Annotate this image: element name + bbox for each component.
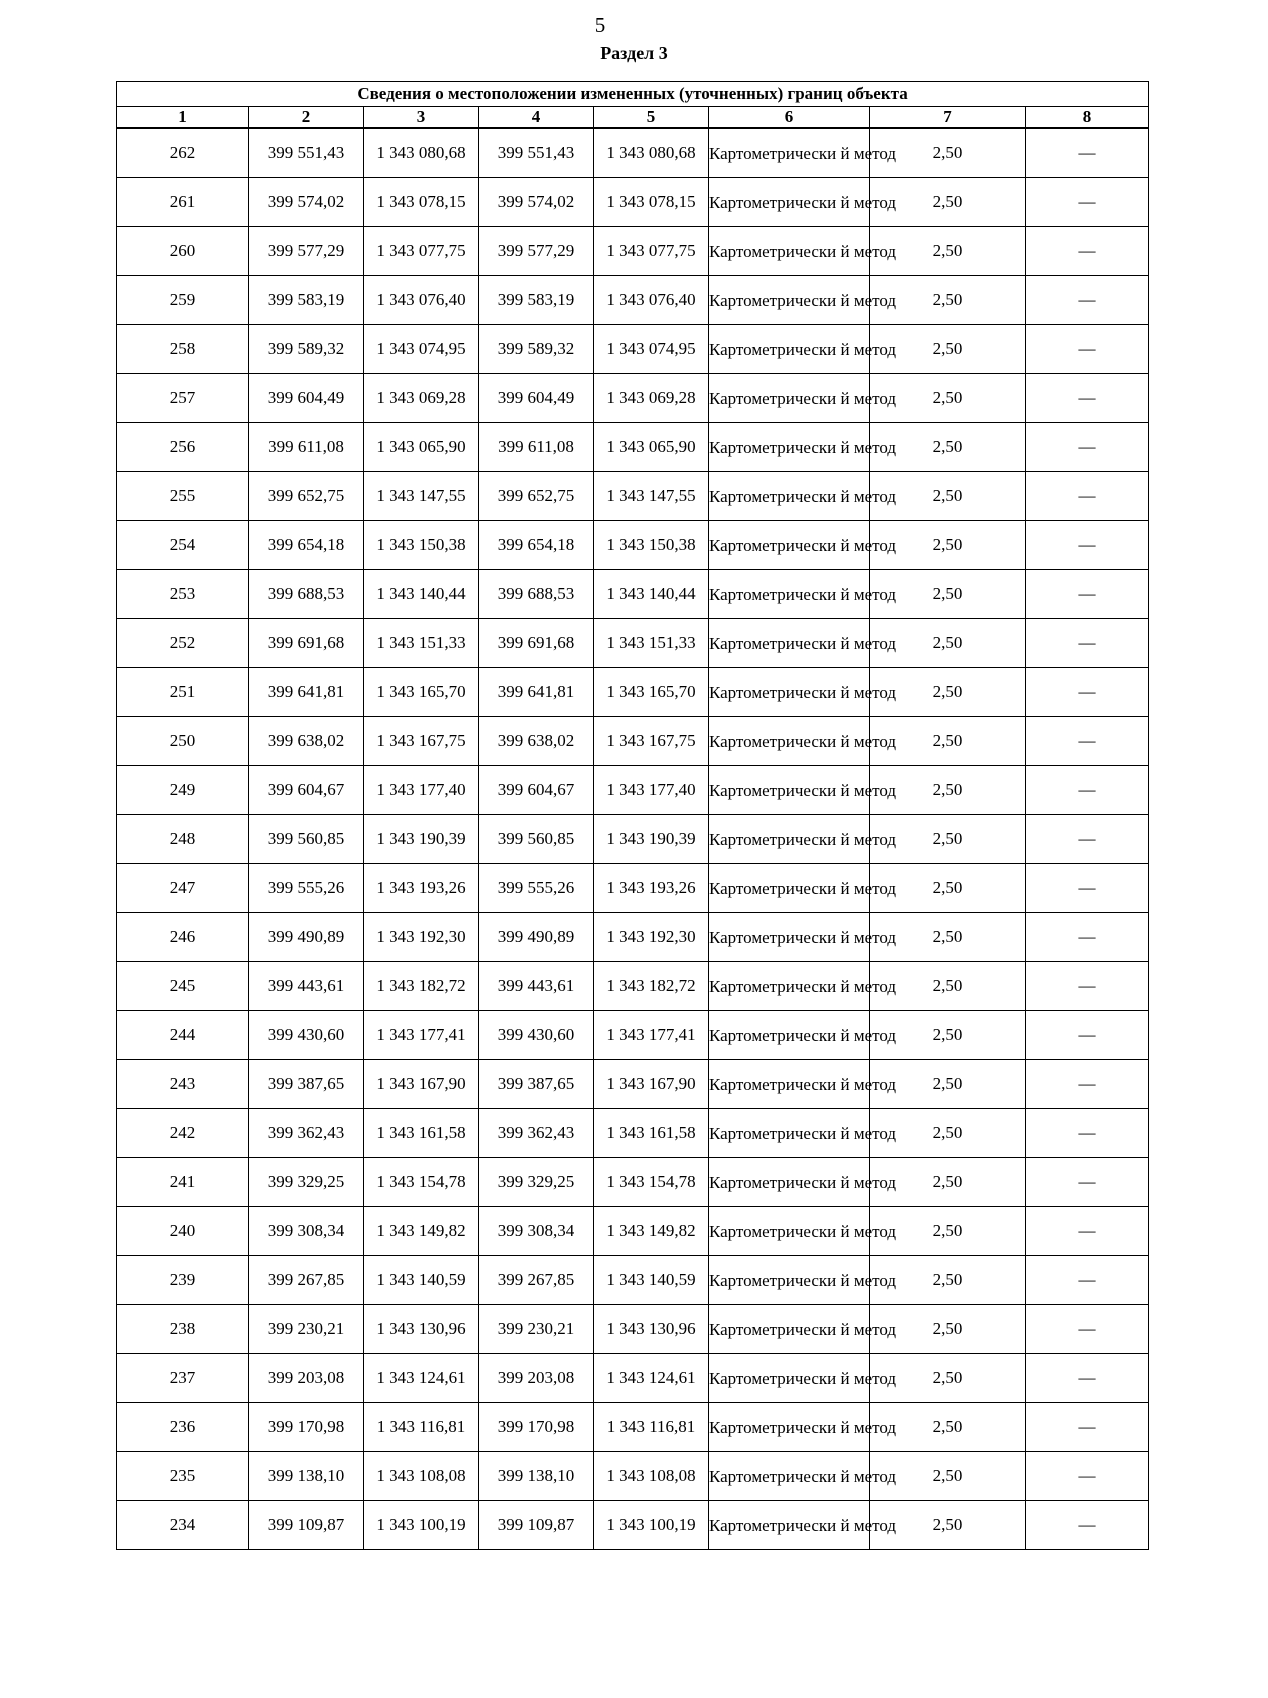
cell-coord-x-existing: 399 638,02 <box>249 717 364 766</box>
cell-coord-y-new: 1 343 150,38 <box>594 521 709 570</box>
cell-accuracy: 2,50 <box>870 1109 1026 1158</box>
coordinates-table <box>116 81 1149 1550</box>
cell-accuracy: 2,50 <box>870 1011 1026 1060</box>
table-caption-row <box>117 82 1149 107</box>
cell-accuracy: 2,50 <box>870 1256 1026 1305</box>
cell-coord-y-existing: 1 343 149,82 <box>364 1207 479 1256</box>
cell-method: Картометрически й метод <box>709 1305 870 1354</box>
cell-coord-x-new: 399 443,61 <box>479 962 594 1011</box>
cell-method: Картометрически й метод <box>709 1060 870 1109</box>
cell-coord-x-existing: 399 230,21 <box>249 1305 364 1354</box>
cell-coord-y-existing: 1 343 130,96 <box>364 1305 479 1354</box>
cell-coord-x-existing: 399 560,85 <box>249 815 364 864</box>
table-row <box>117 619 1149 668</box>
cell-coord-y-new: 1 343 116,81 <box>594 1403 709 1452</box>
cell-coord-x-new: 399 641,81 <box>479 668 594 717</box>
cell-note: — <box>1026 1501 1149 1550</box>
cell-note: — <box>1026 1158 1149 1207</box>
cell-point-number: 251 <box>117 668 249 717</box>
cell-coord-y-new: 1 343 193,26 <box>594 864 709 913</box>
cell-coord-y-new: 1 343 076,40 <box>594 276 709 325</box>
cell-point-number: 246 <box>117 913 249 962</box>
cell-note: — <box>1026 423 1149 472</box>
cell-coord-x-new: 399 604,49 <box>479 374 594 423</box>
cell-note: — <box>1026 1452 1149 1501</box>
cell-coord-y-existing: 1 343 078,15 <box>364 178 479 227</box>
cell-method: Картометрически й метод <box>709 325 870 374</box>
table-row <box>117 128 1149 178</box>
cell-method: Картометрически й метод <box>709 276 870 325</box>
cell-coord-x-existing: 399 555,26 <box>249 864 364 913</box>
table-header-row <box>117 107 1149 129</box>
cell-note: — <box>1026 668 1149 717</box>
cell-coord-x-new: 399 574,02 <box>479 178 594 227</box>
cell-coord-x-existing: 399 308,34 <box>249 1207 364 1256</box>
cell-point-number: 238 <box>117 1305 249 1354</box>
cell-coord-x-existing: 399 604,49 <box>249 374 364 423</box>
cell-coord-x-new: 399 109,87 <box>479 1501 594 1550</box>
cell-point-number: 262 <box>117 128 249 178</box>
cell-coord-x-existing: 399 138,10 <box>249 1452 364 1501</box>
cell-note: — <box>1026 325 1149 374</box>
cell-point-number: 244 <box>117 1011 249 1060</box>
table-row <box>117 570 1149 619</box>
cell-method: Картометрически й метод <box>709 1011 870 1060</box>
table-row <box>117 717 1149 766</box>
cell-coord-y-existing: 1 343 150,38 <box>364 521 479 570</box>
cell-accuracy: 2,50 <box>870 1158 1026 1207</box>
cell-coord-y-existing: 1 343 193,26 <box>364 864 479 913</box>
cell-coord-y-existing: 1 343 165,70 <box>364 668 479 717</box>
cell-coord-y-existing: 1 343 100,19 <box>364 1501 479 1550</box>
cell-point-number: 235 <box>117 1452 249 1501</box>
cell-note: — <box>1026 766 1149 815</box>
cell-coord-x-existing: 399 170,98 <box>249 1403 364 1452</box>
cell-note: — <box>1026 913 1149 962</box>
cell-point-number: 240 <box>117 1207 249 1256</box>
cell-note: — <box>1026 374 1149 423</box>
cell-coord-x-new: 399 688,53 <box>479 570 594 619</box>
cell-point-number: 258 <box>117 325 249 374</box>
cell-coord-y-new: 1 343 154,78 <box>594 1158 709 1207</box>
column-header: 3 <box>364 107 479 129</box>
table-row <box>117 1256 1149 1305</box>
cell-point-number: 257 <box>117 374 249 423</box>
cell-point-number: 255 <box>117 472 249 521</box>
cell-coord-x-new: 399 654,18 <box>479 521 594 570</box>
cell-coord-y-new: 1 343 161,58 <box>594 1109 709 1158</box>
table-row <box>117 1011 1149 1060</box>
cell-coord-x-existing: 399 652,75 <box>249 472 364 521</box>
cell-coord-x-new: 399 577,29 <box>479 227 594 276</box>
cell-coord-x-new: 399 362,43 <box>479 1109 594 1158</box>
cell-accuracy: 2,50 <box>870 1305 1026 1354</box>
cell-coord-y-existing: 1 343 147,55 <box>364 472 479 521</box>
cell-coord-x-existing: 399 604,67 <box>249 766 364 815</box>
table-row <box>117 423 1149 472</box>
cell-coord-y-existing: 1 343 124,61 <box>364 1354 479 1403</box>
cell-coord-y-new: 1 343 151,33 <box>594 619 709 668</box>
cell-point-number: 249 <box>117 766 249 815</box>
cell-note: — <box>1026 1011 1149 1060</box>
table-row <box>117 1501 1149 1550</box>
table-row <box>117 374 1149 423</box>
table-row <box>117 1452 1149 1501</box>
cell-method: Картометрически й метод <box>709 178 870 227</box>
cell-coord-y-new: 1 343 190,39 <box>594 815 709 864</box>
table-row <box>117 1305 1149 1354</box>
cell-accuracy: 2,50 <box>870 178 1026 227</box>
table-row <box>117 766 1149 815</box>
cell-coord-y-new: 1 343 069,28 <box>594 374 709 423</box>
cell-coord-y-existing: 1 343 151,33 <box>364 619 479 668</box>
cell-method: Картометрически й метод <box>709 227 870 276</box>
cell-point-number: 261 <box>117 178 249 227</box>
cell-coord-y-existing: 1 343 190,39 <box>364 815 479 864</box>
cell-point-number: 241 <box>117 1158 249 1207</box>
table-row <box>117 1207 1149 1256</box>
cell-coord-y-new: 1 343 080,68 <box>594 128 709 178</box>
cell-method: Картометрически й метод <box>709 1109 870 1158</box>
cell-coord-y-new: 1 343 149,82 <box>594 1207 709 1256</box>
cell-coord-y-existing: 1 343 069,28 <box>364 374 479 423</box>
table-row <box>117 1158 1149 1207</box>
column-header: 5 <box>594 107 709 129</box>
cell-point-number: 245 <box>117 962 249 1011</box>
cell-accuracy: 2,50 <box>870 1354 1026 1403</box>
cell-coord-y-existing: 1 343 074,95 <box>364 325 479 374</box>
cell-note: — <box>1026 962 1149 1011</box>
cell-coord-y-new: 1 343 177,41 <box>594 1011 709 1060</box>
cell-method: Картометрически й метод <box>709 668 870 717</box>
column-header: 7 <box>870 107 1026 129</box>
cell-note: — <box>1026 178 1149 227</box>
cell-coord-x-existing: 399 577,29 <box>249 227 364 276</box>
cell-coord-y-existing: 1 343 167,75 <box>364 717 479 766</box>
cell-note: — <box>1026 521 1149 570</box>
cell-coord-y-existing: 1 343 108,08 <box>364 1452 479 1501</box>
table-row <box>117 1060 1149 1109</box>
cell-coord-y-new: 1 343 182,72 <box>594 962 709 1011</box>
cell-coord-x-new: 399 583,19 <box>479 276 594 325</box>
cell-coord-x-new: 399 170,98 <box>479 1403 594 1452</box>
cell-coord-x-new: 399 589,32 <box>479 325 594 374</box>
cell-method: Картометрически й метод <box>709 472 870 521</box>
cell-coord-x-new: 399 555,26 <box>479 864 594 913</box>
table-row <box>117 325 1149 374</box>
cell-point-number: 248 <box>117 815 249 864</box>
cell-coord-x-existing: 399 641,81 <box>249 668 364 717</box>
cell-method: Картометрически й метод <box>709 913 870 962</box>
cell-coord-x-existing: 399 267,85 <box>249 1256 364 1305</box>
cell-note: — <box>1026 276 1149 325</box>
cell-coord-y-new: 1 343 192,30 <box>594 913 709 962</box>
cell-point-number: 260 <box>117 227 249 276</box>
cell-note: — <box>1026 717 1149 766</box>
table-row <box>117 472 1149 521</box>
cell-coord-y-existing: 1 343 167,90 <box>364 1060 479 1109</box>
cell-coord-x-new: 399 560,85 <box>479 815 594 864</box>
cell-accuracy: 2,50 <box>870 1403 1026 1452</box>
cell-note: — <box>1026 1207 1149 1256</box>
cell-accuracy: 2,50 <box>870 128 1026 178</box>
table-row <box>117 1354 1149 1403</box>
cell-note: — <box>1026 227 1149 276</box>
table-row <box>117 815 1149 864</box>
cell-coord-x-new: 399 551,43 <box>479 128 594 178</box>
cell-accuracy: 2,50 <box>870 717 1026 766</box>
table-row <box>117 864 1149 913</box>
cell-accuracy: 2,50 <box>870 668 1026 717</box>
cell-coord-y-new: 1 343 177,40 <box>594 766 709 815</box>
cell-accuracy: 2,50 <box>870 962 1026 1011</box>
cell-method: Картометрически й метод <box>709 423 870 472</box>
cell-method: Картометрически й метод <box>709 374 870 423</box>
cell-coord-x-new: 399 308,34 <box>479 1207 594 1256</box>
cell-note: — <box>1026 1109 1149 1158</box>
cell-coord-x-new: 399 604,67 <box>479 766 594 815</box>
column-header: 6 <box>709 107 870 129</box>
cell-method: Картометрически й метод <box>709 1403 870 1452</box>
cell-point-number: 243 <box>117 1060 249 1109</box>
cell-note: — <box>1026 570 1149 619</box>
cell-coord-x-new: 399 387,65 <box>479 1060 594 1109</box>
cell-point-number: 239 <box>117 1256 249 1305</box>
cell-coord-y-new: 1 343 074,95 <box>594 325 709 374</box>
cell-coord-y-new: 1 343 108,08 <box>594 1452 709 1501</box>
cell-coord-y-new: 1 343 167,90 <box>594 1060 709 1109</box>
cell-coord-x-existing: 399 688,53 <box>249 570 364 619</box>
cell-coord-x-existing: 399 430,60 <box>249 1011 364 1060</box>
cell-coord-y-new: 1 343 140,59 <box>594 1256 709 1305</box>
cell-coord-y-existing: 1 343 065,90 <box>364 423 479 472</box>
cell-note: — <box>1026 1305 1149 1354</box>
cell-method: Картометрически й метод <box>709 815 870 864</box>
cell-coord-y-new: 1 343 165,70 <box>594 668 709 717</box>
cell-point-number: 252 <box>117 619 249 668</box>
cell-coord-x-new: 399 230,21 <box>479 1305 594 1354</box>
table-row <box>117 668 1149 717</box>
cell-coord-y-new: 1 343 077,75 <box>594 227 709 276</box>
cell-coord-y-existing: 1 343 140,59 <box>364 1256 479 1305</box>
cell-note: — <box>1026 1403 1149 1452</box>
column-header: 4 <box>479 107 594 129</box>
cell-coord-x-new: 399 611,08 <box>479 423 594 472</box>
cell-point-number: 253 <box>117 570 249 619</box>
cell-point-number: 237 <box>117 1354 249 1403</box>
cell-note: — <box>1026 1256 1149 1305</box>
cell-coord-y-new: 1 343 140,44 <box>594 570 709 619</box>
cell-coord-x-new: 399 691,68 <box>479 619 594 668</box>
cell-coord-y-existing: 1 343 154,78 <box>364 1158 479 1207</box>
cell-accuracy: 2,50 <box>870 227 1026 276</box>
cell-accuracy: 2,50 <box>870 1501 1026 1550</box>
cell-coord-x-existing: 399 654,18 <box>249 521 364 570</box>
cell-accuracy: 2,50 <box>870 276 1026 325</box>
cell-method: Картометрически й метод <box>709 1452 870 1501</box>
cell-coord-x-existing: 399 387,65 <box>249 1060 364 1109</box>
cell-coord-x-existing: 399 691,68 <box>249 619 364 668</box>
cell-accuracy: 2,50 <box>870 619 1026 668</box>
cell-accuracy: 2,50 <box>870 913 1026 962</box>
cell-coord-x-new: 399 430,60 <box>479 1011 594 1060</box>
cell-note: — <box>1026 128 1149 178</box>
cell-note: — <box>1026 815 1149 864</box>
cell-coord-x-new: 399 638,02 <box>479 717 594 766</box>
cell-method: Картометрически й метод <box>709 128 870 178</box>
table-caption: Сведения о местоположении измененных (уточненных) границ объекта <box>117 82 1149 107</box>
cell-coord-y-existing: 1 343 192,30 <box>364 913 479 962</box>
table-row <box>117 962 1149 1011</box>
cell-coord-y-existing: 1 343 077,75 <box>364 227 479 276</box>
cell-method: Картометрически й метод <box>709 962 870 1011</box>
cell-coord-x-existing: 399 329,25 <box>249 1158 364 1207</box>
cell-method: Картометрически й метод <box>709 1207 870 1256</box>
cell-accuracy: 2,50 <box>870 472 1026 521</box>
cell-coord-x-new: 399 267,85 <box>479 1256 594 1305</box>
cell-coord-x-new: 399 329,25 <box>479 1158 594 1207</box>
cell-accuracy: 2,50 <box>870 423 1026 472</box>
cell-coord-y-new: 1 343 078,15 <box>594 178 709 227</box>
cell-coord-x-existing: 399 109,87 <box>249 1501 364 1550</box>
cell-note: — <box>1026 1060 1149 1109</box>
cell-method: Картометрически й метод <box>709 717 870 766</box>
cell-point-number: 247 <box>117 864 249 913</box>
cell-coord-x-new: 399 138,10 <box>479 1452 594 1501</box>
cell-point-number: 236 <box>117 1403 249 1452</box>
cell-coord-y-existing: 1 343 080,68 <box>364 128 479 178</box>
cell-accuracy: 2,50 <box>870 374 1026 423</box>
cell-note: — <box>1026 864 1149 913</box>
cell-point-number: 254 <box>117 521 249 570</box>
cell-note: — <box>1026 619 1149 668</box>
cell-coord-y-new: 1 343 167,75 <box>594 717 709 766</box>
cell-method: Картометрически й метод <box>709 1158 870 1207</box>
cell-accuracy: 2,50 <box>870 815 1026 864</box>
cell-accuracy: 2,50 <box>870 766 1026 815</box>
cell-method: Картометрически й метод <box>709 1501 870 1550</box>
table-row <box>117 227 1149 276</box>
cell-coord-x-existing: 399 551,43 <box>249 128 364 178</box>
cell-coord-y-existing: 1 343 140,44 <box>364 570 479 619</box>
cell-coord-y-new: 1 343 100,19 <box>594 1501 709 1550</box>
cell-coord-y-new: 1 343 130,96 <box>594 1305 709 1354</box>
cell-accuracy: 2,50 <box>870 864 1026 913</box>
table-row <box>117 276 1149 325</box>
cell-coord-x-existing: 399 362,43 <box>249 1109 364 1158</box>
cell-coord-x-existing: 399 574,02 <box>249 178 364 227</box>
cell-coord-x-existing: 399 583,19 <box>249 276 364 325</box>
cell-point-number: 234 <box>117 1501 249 1550</box>
table-row <box>117 521 1149 570</box>
cell-method: Картометрически й метод <box>709 521 870 570</box>
cell-accuracy: 2,50 <box>870 521 1026 570</box>
column-header: 1 <box>117 107 249 129</box>
cell-coord-x-new: 399 203,08 <box>479 1354 594 1403</box>
page-number: 5 <box>594 13 606 37</box>
cell-method: Картометрически й метод <box>709 864 870 913</box>
cell-point-number: 256 <box>117 423 249 472</box>
cell-accuracy: 2,50 <box>870 1452 1026 1501</box>
cell-note: — <box>1026 472 1149 521</box>
cell-method: Картометрически й метод <box>709 766 870 815</box>
cell-coord-y-new: 1 343 147,55 <box>594 472 709 521</box>
cell-coord-x-existing: 399 589,32 <box>249 325 364 374</box>
cell-coord-x-new: 399 652,75 <box>479 472 594 521</box>
cell-coord-y-new: 1 343 065,90 <box>594 423 709 472</box>
column-header: 8 <box>1026 107 1149 129</box>
cell-coord-y-existing: 1 343 116,81 <box>364 1403 479 1452</box>
column-header: 2 <box>249 107 364 129</box>
cell-coord-y-existing: 1 343 182,72 <box>364 962 479 1011</box>
cell-point-number: 250 <box>117 717 249 766</box>
cell-accuracy: 2,50 <box>870 1060 1026 1109</box>
cell-accuracy: 2,50 <box>870 1207 1026 1256</box>
cell-coord-x-existing: 399 611,08 <box>249 423 364 472</box>
cell-method: Картометрически й метод <box>709 1256 870 1305</box>
cell-coord-x-existing: 399 443,61 <box>249 962 364 1011</box>
cell-accuracy: 2,50 <box>870 325 1026 374</box>
cell-coord-x-new: 399 490,89 <box>479 913 594 962</box>
cell-method: Картометрически й метод <box>709 570 870 619</box>
table-row <box>117 178 1149 227</box>
cell-point-number: 259 <box>117 276 249 325</box>
cell-coord-x-existing: 399 490,89 <box>249 913 364 962</box>
section-title: Раздел 3 <box>600 43 668 63</box>
cell-accuracy: 2,50 <box>870 570 1026 619</box>
table-row <box>117 1109 1149 1158</box>
cell-method: Картометрически й метод <box>709 1354 870 1403</box>
cell-coord-y-existing: 1 343 161,58 <box>364 1109 479 1158</box>
table-row <box>117 1403 1149 1452</box>
table-row <box>117 913 1149 962</box>
cell-coord-y-existing: 1 343 076,40 <box>364 276 479 325</box>
cell-point-number: 242 <box>117 1109 249 1158</box>
cell-coord-x-existing: 399 203,08 <box>249 1354 364 1403</box>
cell-coord-y-new: 1 343 124,61 <box>594 1354 709 1403</box>
cell-coord-y-existing: 1 343 177,40 <box>364 766 479 815</box>
cell-coord-y-existing: 1 343 177,41 <box>364 1011 479 1060</box>
cell-method: Картометрически й метод <box>709 619 870 668</box>
cell-note: — <box>1026 1354 1149 1403</box>
